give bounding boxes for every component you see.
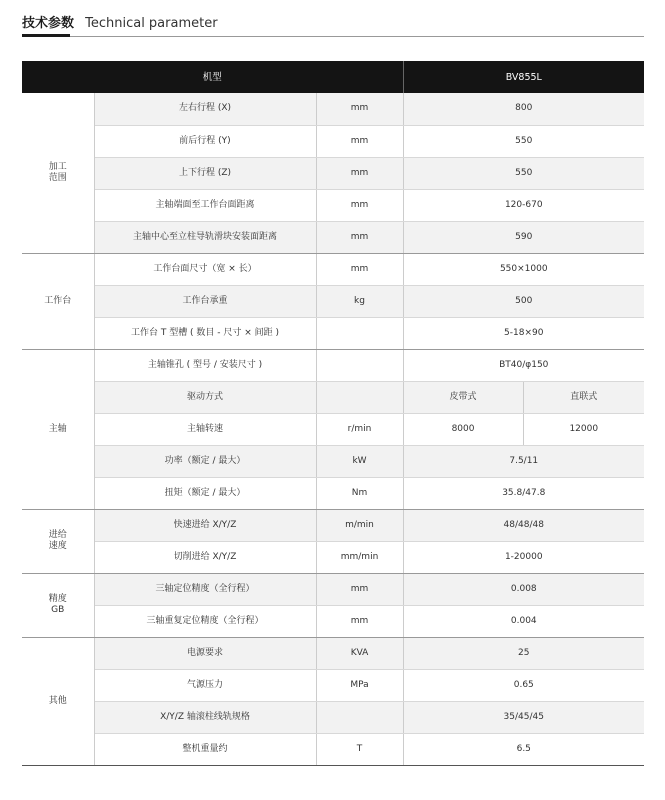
- param-name: 前后行程 (Y): [94, 125, 316, 157]
- param-name: 整机重量约: [94, 733, 316, 765]
- section-title-en: Technical parameter: [85, 16, 218, 31]
- category-precision: [22, 573, 94, 637]
- param-unit: T: [316, 733, 403, 765]
- param-unit: mm: [316, 189, 403, 221]
- table-row: [22, 413, 644, 445]
- model-label: 机型: [22, 61, 403, 93]
- param-name: 快速进给 X/Y/Z: [94, 509, 316, 541]
- param-name: 主轴中心至立柱导轨滑块安装面距离: [94, 221, 316, 253]
- section-header: [22, 12, 644, 38]
- table-row: [22, 701, 644, 733]
- param-unit: [316, 701, 403, 733]
- category-feed-speed: [22, 509, 94, 573]
- param-unit: mm: [316, 157, 403, 189]
- table-row: [22, 381, 644, 413]
- param-name: 三轴重复定位精度（全行程）: [94, 605, 316, 637]
- table-row: [22, 189, 644, 221]
- param-value: 6.5: [403, 733, 644, 765]
- header-divider: [22, 36, 644, 37]
- table-row: [22, 605, 644, 637]
- table-row: [22, 477, 644, 509]
- param-value: 0.008: [403, 573, 644, 605]
- param-value-direct: 12000: [523, 413, 644, 445]
- section-title-cn: 技术参数: [22, 16, 75, 31]
- param-name: 工作台 T 型槽 ( 数目 - 尺寸 × 间距 ): [94, 317, 316, 349]
- param-value-belt: 皮带式: [403, 381, 523, 413]
- param-unit: mm: [316, 93, 403, 125]
- category-label-line: 速度: [48, 541, 67, 551]
- param-name: 扭矩（额定 / 最大）: [94, 477, 316, 509]
- param-value: 5-18×90: [403, 317, 644, 349]
- param-name: 工作台承重: [94, 285, 316, 317]
- param-value: BT40/φ150: [403, 349, 644, 381]
- table-row: [22, 285, 644, 317]
- spec-table: [22, 61, 644, 766]
- param-unit: [316, 349, 403, 381]
- param-value: 0.65: [403, 669, 644, 701]
- category-label-line: 加工: [48, 161, 67, 172]
- param-unit: mm/min: [316, 541, 403, 573]
- table-row: [22, 733, 644, 765]
- param-unit: m/min: [316, 509, 403, 541]
- param-name: 主轴转速: [94, 413, 316, 445]
- table-row: [22, 637, 644, 669]
- param-value: 500: [403, 285, 644, 317]
- param-value-direct: 直联式: [523, 381, 644, 413]
- param-value: 35/45/45: [403, 701, 644, 733]
- table-row: [22, 93, 644, 125]
- table-row: [22, 669, 644, 701]
- param-value: 550×1000: [403, 253, 644, 285]
- category-processing-range: [22, 93, 94, 253]
- param-unit: mm: [316, 221, 403, 253]
- table-row: [22, 445, 644, 477]
- param-unit: [316, 381, 403, 413]
- model-value: BV855L: [403, 61, 644, 93]
- table-row: [22, 573, 644, 605]
- param-value: 550: [403, 125, 644, 157]
- param-value: 120-670: [403, 189, 644, 221]
- param-value: 7.5/11: [403, 445, 644, 477]
- param-name: 主轴端面至工作台面距离: [94, 189, 316, 221]
- param-value: 800: [403, 93, 644, 125]
- param-value: 48/48/48: [403, 509, 644, 541]
- table-row: [22, 541, 644, 573]
- param-name: 功率（额定 / 最大）: [94, 445, 316, 477]
- param-unit: mm: [316, 573, 403, 605]
- param-name: 驱动方式: [94, 381, 316, 413]
- param-value: 25: [403, 637, 644, 669]
- param-name: 三轴定位精度（全行程）: [94, 573, 316, 605]
- param-name: 电源要求: [94, 637, 316, 669]
- param-value: 550: [403, 157, 644, 189]
- param-value: 35.8/47.8: [403, 477, 644, 509]
- table-row: [22, 317, 644, 349]
- param-name: 左右行程 (X): [94, 93, 316, 125]
- param-value: 590: [403, 221, 644, 253]
- param-unit: KVA: [316, 637, 403, 669]
- param-name: 主轴锥孔 ( 型号 / 安装尺寸 ): [94, 349, 316, 381]
- param-value-belt: 8000: [403, 413, 523, 445]
- category-label-line: GB: [51, 605, 65, 615]
- table-row: [22, 125, 644, 157]
- param-unit: mm: [316, 605, 403, 637]
- table-row: [22, 157, 644, 189]
- param-value: 0.004: [403, 605, 644, 637]
- param-name: 工作台面尺寸（宽 × 长）: [94, 253, 316, 285]
- table-row: [22, 349, 644, 381]
- param-unit: Nm: [316, 477, 403, 509]
- param-name: X/Y/Z 轴滚柱线轨规格: [94, 701, 316, 733]
- param-name: 气源压力: [94, 669, 316, 701]
- param-unit: r/min: [316, 413, 403, 445]
- param-unit: kW: [316, 445, 403, 477]
- table-row: [22, 221, 644, 253]
- table-header-row: [22, 61, 644, 93]
- param-unit: kg: [316, 285, 403, 317]
- param-name: 切削进给 X/Y/Z: [94, 541, 316, 573]
- category-label-line: 精度: [48, 594, 67, 604]
- param-unit: mm: [316, 253, 403, 285]
- category-spindle: 主轴: [22, 349, 94, 509]
- param-unit: MPa: [316, 669, 403, 701]
- category-label-line: 进给: [48, 530, 67, 540]
- param-name: 上下行程 (Z): [94, 157, 316, 189]
- category-other: 其他: [22, 637, 94, 765]
- param-value: 1-20000: [403, 541, 644, 573]
- category-label-line: 范围: [48, 172, 67, 183]
- param-unit: mm: [316, 125, 403, 157]
- param-unit: [316, 317, 403, 349]
- category-worktable: 工作台: [22, 253, 94, 349]
- table-row: [22, 509, 644, 541]
- table-row: [22, 253, 644, 285]
- header-accent-bar: [22, 34, 70, 37]
